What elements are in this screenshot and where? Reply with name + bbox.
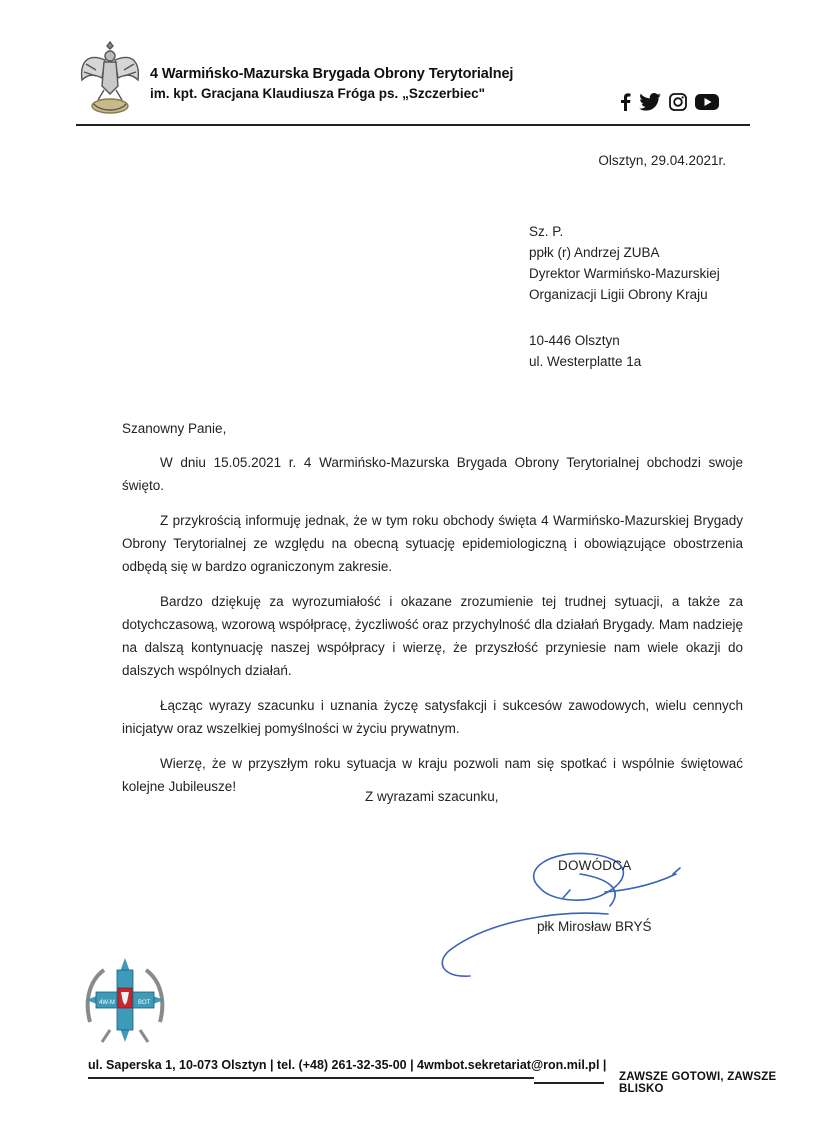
body-paragraph-1: W dniu 15.05.2021 r. 4 Warmińsko-Mazurska Brygada Obrony Terytorialnej obchodzi swoje święto.: [122, 455, 743, 493]
eagle-emblem-icon: [76, 34, 144, 118]
emblem-left-label: 4W-M: [99, 1000, 115, 1006]
recipient-title: Dyrektor Warmińsko-Mazurskiej: [529, 266, 720, 281]
letter-date: Olsztyn, 29.04.2021r.: [598, 153, 726, 168]
footer-divider-tail: [534, 1082, 604, 1084]
body-paragraph-4: Łącząc wyrazy szacunku i uznania życzę satysfakcji i sukcesów zawodowych, wielu cennych inicjatyw oraz wszelkiej pomyślności w życiu prywatnym.: [122, 698, 743, 736]
brigade-patron: im. kpt. Gracjana Klaudiusza Fróga ps. „Szczerbiec": [150, 86, 486, 101]
footer-divider: [88, 1077, 534, 1079]
body-paragraph-2: Z przykrością informuję jednak, że w tym roku obchody święta 4 Warmińsko-Mazurskiej Brygady Obrony Terytorialnej ze względu na obecną sytuację epidemiologiczną i obowiązujące obostrzenia odbędą się w bardzo ograniczonym zakresie.: [122, 513, 743, 574]
signer-role: DOWÓDCA: [558, 858, 632, 873]
youtube-icon[interactable]: [695, 93, 719, 116]
signer-name: płk Mirosław BRYŚ: [537, 919, 652, 934]
header-divider: [76, 124, 750, 126]
body-paragraph-3: Bardzo dziękuję za wyrozumiałość i okazane zrozumienie tej trudnej sytuacji, a także za dotychczasową, wzorową współpracę, życzliwość oraz przychylność dla działań Brygady. Mam nadzieję na dalszą kontynuację naszej współpracy i wierzę, że przyszłość przyniesie nam wiele okazji do dalszych wspólnych działań.: [122, 594, 743, 678]
recipient-salutation: Sz. P.: [529, 224, 564, 239]
recipient-postal-code: 10-446 Olsztyn: [529, 333, 620, 348]
facebook-icon[interactable]: [620, 93, 631, 116]
letter-body: [122, 451, 743, 810]
social-links: [620, 93, 719, 116]
instagram-icon[interactable]: [669, 93, 687, 116]
recipient-name: ppłk (r) Andrzej ZUBA: [529, 245, 660, 260]
greeting: Szanowny Panie,: [122, 421, 227, 436]
brigade-name: 4 Warmińsko-Mazurska Brygada Obrony Terytorialnej: [150, 66, 514, 82]
recipient-street: ul. Westerplatte 1a: [529, 354, 642, 369]
closing-phrase: Z wyrazami szacunku,: [365, 789, 499, 804]
recipient-address: [529, 221, 720, 372]
emblem-right-label: BOT: [138, 1000, 151, 1006]
brigade-motto: ZAWSZE GOTOWI, ZAWSZE BLISKO: [619, 1071, 777, 1095]
body-paragraph-5: Wierzę, że w przyszłym roku sytuacja w kraju pozwoli nam się spotkać i wspólnie świętować kolejne Jubileusze!: [122, 756, 743, 794]
recipient-organization: Organizacji Ligii Obrony Kraju: [529, 287, 708, 302]
brigade-cross-emblem-icon: [80, 950, 170, 1050]
footer-contact: ul. Saperska 1, 10-073 Olsztyn | tel. (+48) 261-32-35-00 | 4wmbot.sekretariat@ron.mil.pl |: [88, 1058, 607, 1072]
twitter-icon[interactable]: [639, 93, 661, 116]
